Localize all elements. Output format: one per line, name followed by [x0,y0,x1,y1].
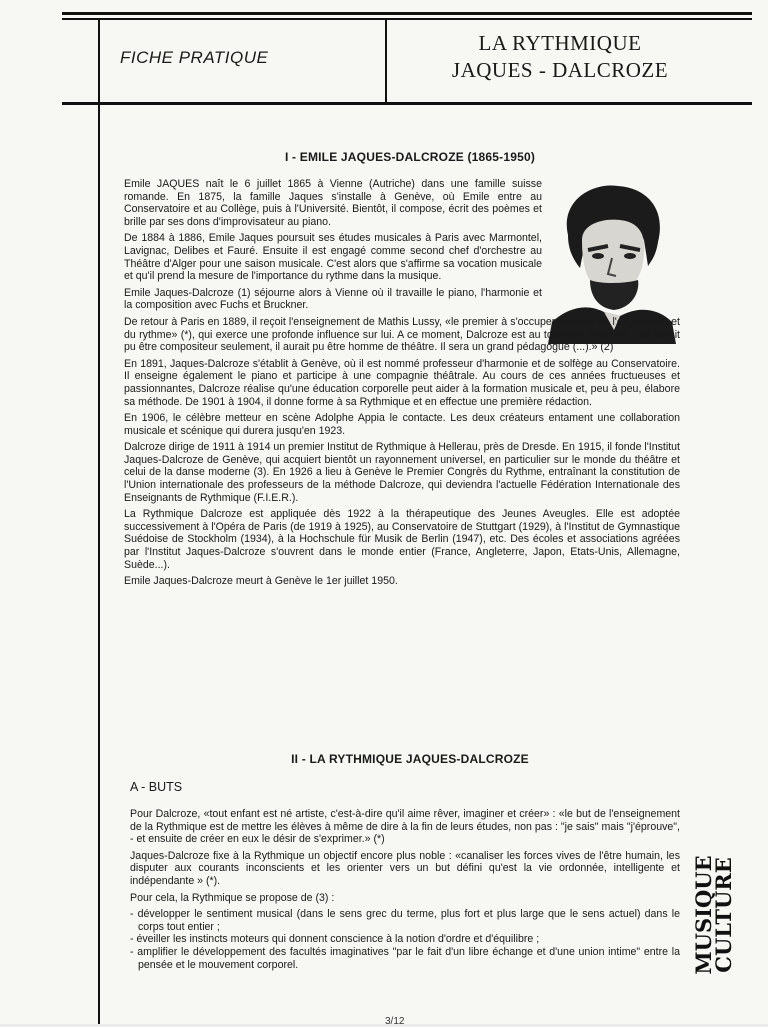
title-line-1: LA RYTHMIQUE [478,31,642,55]
list-item: - éveiller les instincts moteurs qui donnent conscience à la notion d'ordre et d'équilibre ; [130,933,540,946]
paragraph: Emile JAQUES naît le 6 juillet 1865 à Vienne (Autriche) dans une famille suisse romande. En 1875, la famille Jaques s'installe à Genève, où Emile entre au Conservatoire et au Collège, puis à l'Université. Bientôt, il compose, écrit des poèmes et brille par ses dons d'improvisateur au piano. [124,178,542,228]
objectives-list [130,908,680,971]
paragraph: De 1884 à 1886, Emile Jaques poursuit ses études musicales à Paris avec Marmontel, Lavignac, Delibes et Fauré. Ensuite il est engagé comme second chef d'orchestre au Théâtre d'Alger pour une saison musicale. C'est alors que s'affirme sa vocation musicale et qu'il prend la mesure de l'importance du rythme dans la musique. [124,232,542,283]
logo-line-1: MUSIQUE [691,855,716,975]
paragraph: Dalcroze dirige de 1911 à 1914 un premier Institut de Rythmique à Hellerau, près de Dresde. En 1915, il fonde l'Institut Jaques-Dalcroze de Genève, qui acquiert bientôt un rayonnement universel, en particulier sur le monde du théâtre et celui de la danse moderne (3). En 1926 a lieu à Genève le Premier Congrès du Rythme, entraînant la constitution de l'Union internationale des professeurs de la méthode Dalcroze, qui deviendra l'actuelle Fédération Internationale des Enseignants de Rythmique (F.I.E.R.). [124,441,680,504]
paragraph: Emile Jaques-Dalcroze (1) séjourne alors à Vienne où il travaille le piano, l'harmonie et la composition avec Fuchs et Bruckner. [124,286,542,312]
page-number: 3/12 [385,1016,405,1027]
subsection-heading: A - BUTS [130,780,183,794]
header-divider-middle [385,20,387,102]
paragraph: De retour à Paris en 1889, il reçoit l'enseignement de Mathis Lussy, «le premier à s'occuper des lois de l'expression et du rythme» (*), qui exerce une profonde influence sur lui. A ce moment, Dalcroze est au tournant de sa vie : «Il aurait pu être compositeur seulement, il aurait pu être homme de théâtre. Il sera un grand pédagogue (...).» (2) [124,315,680,354]
paragraph: Pour cela, la Rythmique se propose de (3) : [130,891,335,904]
logo-line-2: CULTURE [711,857,736,973]
section-2-body [130,808,680,971]
section-1-heading: I - EMILE JAQUES-DALCROZE (1865-1950) [284,150,536,164]
paragraph: En 1906, le célèbre metteur en scène Adolphe Appia le contacte. Les deux créateurs entament une collaboration musicale et scénique qui durera jusqu'en 1923. [124,412,680,437]
list-item: - amplifier le développement des facultés imaginatives "par le fait d'un libre échange et d'une union intime" entre la pensée et le mouvement corporel. [130,945,680,971]
paragraph: En 1891, Jaques-Dalcroze s'établit à Genève, où il est nommé professeur d'harmonie et de solfège au Conservatoire. Il enseigne également le piano et participe à une compagnie théâtrale. Au cours de ces années fructueuses et passionnantes, Dalcroze réalise qu'une éducation corporelle peut aider à la formation musicale et, peu à peu, élabore sa méthode. De 1901 à 1904, il donne forme à sa Rythmique et en effectue une première rédaction. [124,357,680,408]
section-2-heading: II - LA RYTHMIQUE JAQUES-DALCROZE [291,752,529,766]
left-margin-rule [98,100,100,1024]
top-rule [62,12,752,15]
document-title [400,30,720,84]
paragraph: Jaques-Dalcroze fixe à la Rythmique un objectif encore plus noble : «canaliser les forces vives de l'être humain, les disputer aux courants inconscients et les orienter vers un but défini qu'est la vie ordonnée, intelligente et indépendante » (*). [130,849,680,887]
title-line-2: JAQUES - DALCROZE [451,58,669,82]
header-divider-left [98,20,100,102]
list-item: - développer le sentiment musical (dans le sens grec du terme, plus fort et plus large que le sens actuel) dans le corps tout entier ; [130,908,680,933]
fiche-pratique-label: FICHE PRATIQUE [120,48,269,67]
paragraph: Pour Dalcroze, «tout enfant est né artiste, c'est-à-dire qu'il aime rêver, imaginer et créer» : «le but de l'enseignement de la Rythmique est de mettre les élèves à même de dire à la fin de leurs études, non pas : "je sais" mais "j'éprouve", - et ensuite de créer en eux le désir de s'exprimer.» (*) [130,808,680,846]
paragraph: Emile Jaques-Dalcroze meurt à Genève le 1er juillet 1950. [124,575,398,588]
musique-culture-logo [690,830,738,1000]
paragraph: La Rythmique Dalcroze est appliquée dès 1922 à la thérapeutique des Jeunes Aveugles. Elle est adoptée successivement à l'Opéra de Paris (de 1919 à 1925), au Conservatoire de Stuttgart (1929), à l'Institut de Gymnastique Suédoise de Stockholm (1934), à la Hochschule für Musik de Berlin (1947), etc. Des écoles et associations agréées par l'Institut Jaques-Dalcroze s'ouvrent dans le monde entier (France, Angleterre, Japon, Etats-Unis, Allemagne, Suède...). [124,508,680,571]
section-1-body [124,178,680,592]
logo-text [691,855,736,975]
